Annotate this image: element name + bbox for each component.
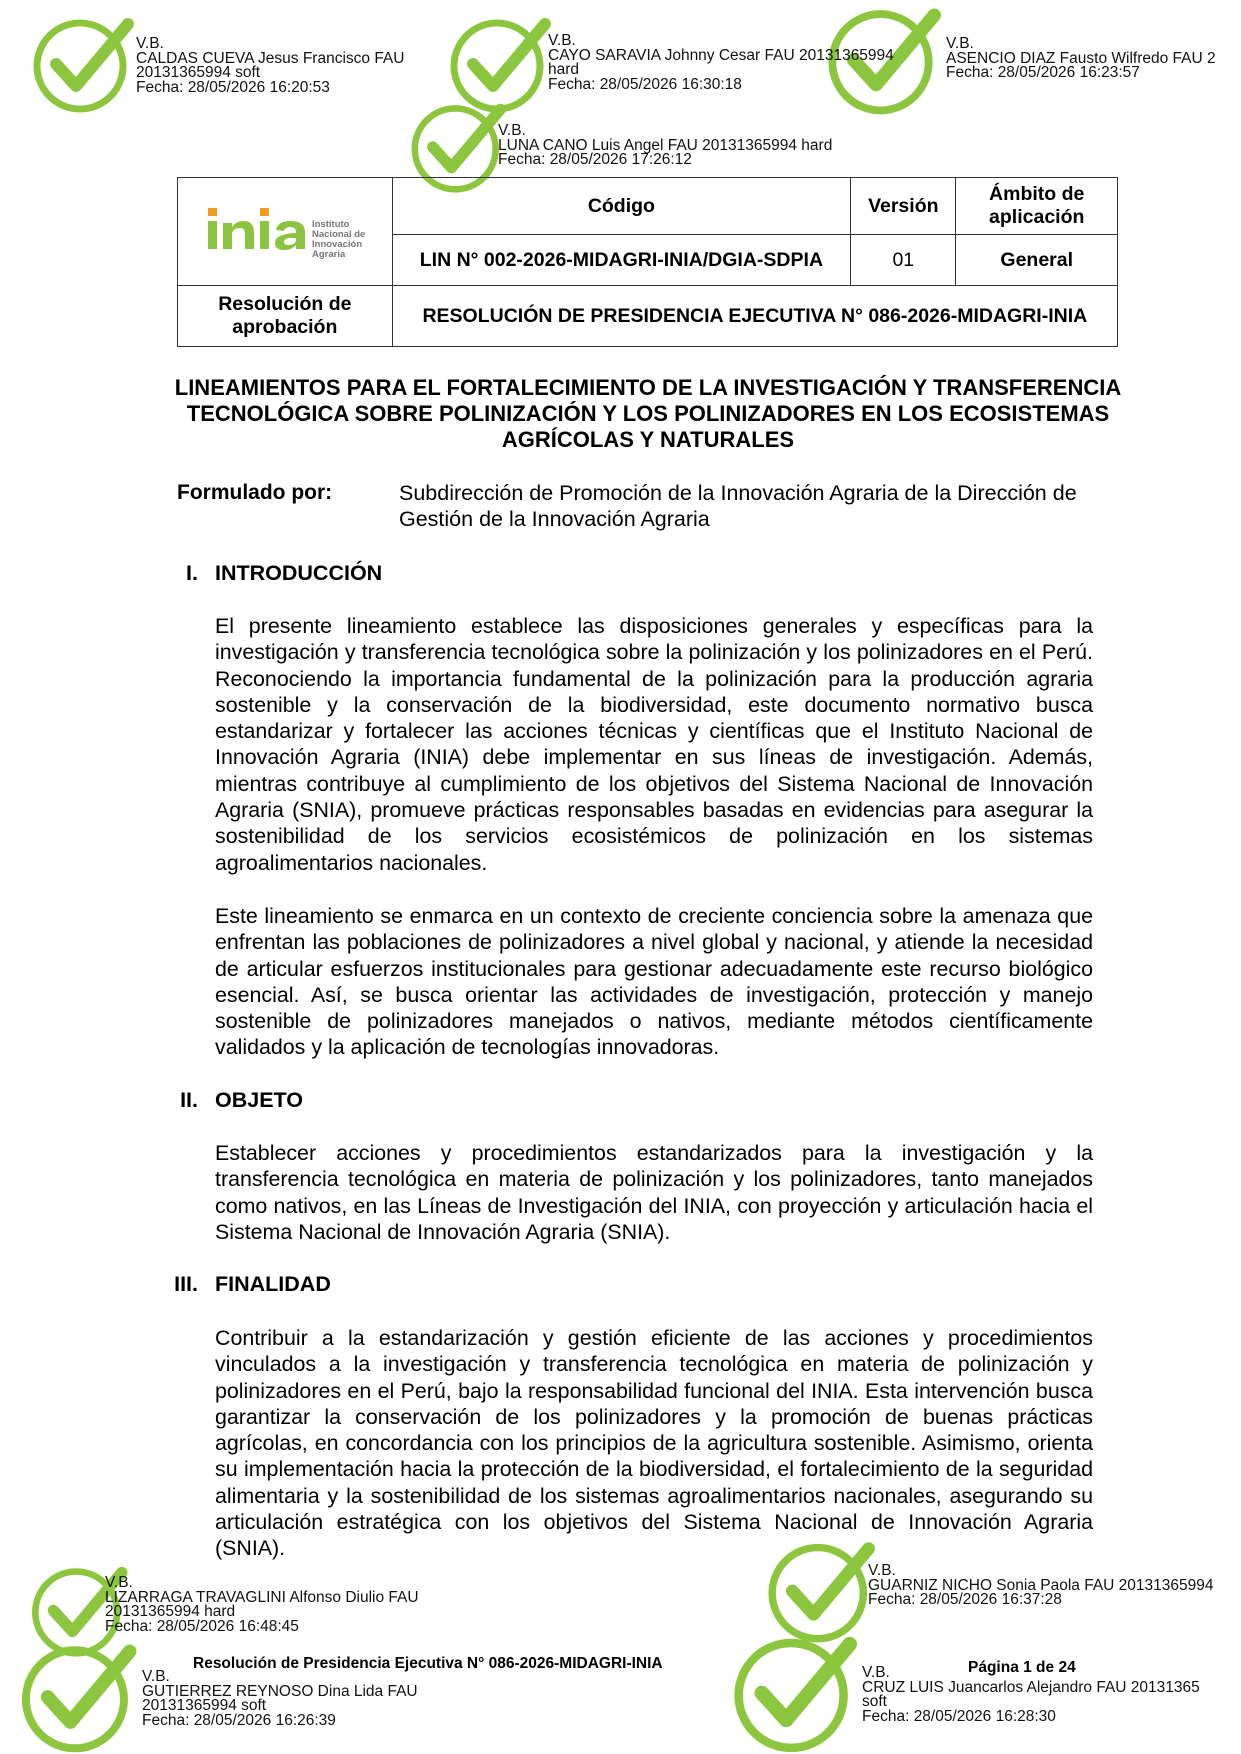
signature-stamp: V.B. CRUZ LUIS Juancarlos Alejandro FAU 20131365 soft Fecha: 28/05/2026 16:28:30 bbox=[862, 1664, 1200, 1725]
section-heading: FINALIDAD bbox=[215, 1272, 331, 1296]
svg-text:Innovación: Innovación bbox=[311, 238, 362, 250]
signature-check-icon bbox=[12, 1640, 147, 1754]
formulado-label: Formulado por: bbox=[177, 481, 333, 504]
page-number: Página 1 de 24 bbox=[968, 1659, 1076, 1676]
signature-stamp: V.B. CALDAS CUEVA Jesus Francisco FAU 20131365994 soft Fecha: 28/05/2026 16:20:53 bbox=[136, 35, 405, 96]
section-number: I. bbox=[186, 561, 198, 585]
signature-stamp: V.B. LUNA CANO Luis Angel FAU 20131365994 hard Fecha: 28/05/2026 17:26:12 bbox=[498, 122, 833, 168]
section-heading: OBJETO bbox=[215, 1088, 304, 1112]
signature-stamp: V.B. ASENCIO DIAZ Fausto Wilfredo FAU 2 Fecha: 28/05/2026 16:23:57 bbox=[946, 35, 1216, 81]
footer-resolution: Resolución de Presidencia Ejecutiva N° 086-2026-MIDAGRI-INIA bbox=[193, 1655, 663, 1672]
paragraph: Este lineamiento se enmarca en un contexto de creciente conciencia sobre la amenaza que enfrentan las poblaciones de polinizadores a nivel global y nacional, y atiende la necesidad de articular esfuerzos institucionales para gestionar adecuadamente este recurso biológico esencial. Así, se busca orientar las actividades de investigación, protección y manejo sostenible de polinizadores manejados o nativos, mediante métodos científicamente validados y la aplicación de tecnologías innovadoras. bbox=[215, 904, 1093, 1060]
header-col-version: Versión bbox=[851, 178, 956, 235]
formulado-value: Subdirección de Promoción de la Innovación Agraria de la Dirección de Gestión de la Innovación Agraria bbox=[399, 481, 1077, 531]
document-header-table bbox=[177, 177, 1118, 347]
signature-check-icon bbox=[726, 1632, 866, 1754]
document-scope: General bbox=[956, 235, 1118, 286]
paragraph: Establecer acciones y procedimientos estandarizados para la investigación y la transferencia tecnológica en materia de polinización y los polinizadores, tanto manejados como nativos, en las Líneas de Investigación del INIA, con proyección y articulación hacia el Sistema Nacional de Innovación Agraria (SNIA). bbox=[215, 1141, 1093, 1244]
header-col-codigo: Código bbox=[392, 178, 850, 235]
header-col-ambito: Ámbito de aplicación bbox=[956, 178, 1118, 235]
svg-text:Nacional de: Nacional de bbox=[311, 228, 366, 240]
resolution-value: RESOLUCIÓN DE PRESIDENCIA EJECUTIVA N° 086-2026-MIDAGRI-INIA bbox=[392, 286, 1117, 347]
document-title: LINEAMIENTOS PARA EL FORTALECIMIENTO DE LA INVESTIGACIÓN Y TRANSFERENCIA TECNOLÓGICA SOBRE POLINIZACIÓN Y LOS POLINIZADORES EN LOS ECOSISTEMAS AGRÍCOLAS Y NATURALES bbox=[174, 375, 1122, 452]
signature-stamp: V.B. LIZARRAGA TRAVAGLINI Alfonso Diulio FAU 20131365994 hard Fecha: 28/05/2026 16:48:45 bbox=[105, 1574, 419, 1635]
logo-cell bbox=[178, 178, 393, 286]
svg-text:Agraria: Agraria bbox=[311, 248, 346, 260]
section-number: III. bbox=[174, 1272, 198, 1296]
resolution-label: Resolución de aprobación bbox=[178, 286, 393, 347]
signature-stamp: V.B. GUARNIZ NICHO Sonia Paola FAU 20131365994 Fecha: 28/05/2026 16:37:28 bbox=[868, 1562, 1214, 1608]
signature-check-icon bbox=[445, 14, 557, 114]
signature-stamp: V.B. GUTIERREZ REYNOSO Dina Lida FAU 20131365994 soft Fecha: 28/05/2026 16:26:39 bbox=[142, 1668, 418, 1729]
document-code: LIN N° 002-2026-MIDAGRI-INIA/DGIA-SDPIA bbox=[392, 235, 850, 286]
section-number: II. bbox=[180, 1088, 198, 1112]
inia-logo bbox=[192, 197, 378, 261]
signature-stamp: V.B. CAYO SARAVIA Johnny Cesar FAU 20131365994 hard Fecha: 28/05/2026 16:30:18 bbox=[548, 32, 894, 93]
paragraph: Contribuir a la estandarización y gestión eficiente de las acciones y procedimientos vinculados a la investigación y transferencia tecnológica en materia de polinización y polinizadores en el Perú, bajo la responsabilidad funcional del INIA. Esta intervención busca garantizar la conservación de los polinizadores y la promoción de buenas prácticas agrícolas, en concordancia con los principios de la agricultura sostenible. Asimismo, orienta su implementación hacia la protección de la biodiversidad, el fortalecimiento de la seguridad alimentaria y la sostenibilidad de los sistemas agroalimentarios nacionales, asegurando su articulación estratégica con los objetivos del Sistema Nacional de Innovación Agraria (SNIA). bbox=[215, 1326, 1093, 1561]
section-heading: INTRODUCCIÓN bbox=[215, 561, 383, 585]
svg-text:Instituto: Instituto bbox=[311, 218, 350, 230]
document-version: 01 bbox=[851, 235, 956, 286]
paragraph: El presente lineamiento establece las disposiciones generales y específicas para la investigación y transferencia tecnológica sobre la polinización y los polinizadores en el Perú. Reconociendo la importancia fundamental de la polinización para la producción agraria sostenible y la conservación de la biodiversidad, este documento normativo busca estandarizar y fortalecer las acciones técnicas y científicas que el Instituto Nacional de Innovación Agraria (INIA) debe implementar en sus líneas de investigación. Además, mientras contribuye al cumplimiento de los objetivos del Sistema Nacional de Innovación Agraria (SNIA), promueve prácticas responsables basadas en evidencias para asegurar la sostenibilidad de los servicios ecosistémicos de polinización en los sistemas agroalimentarios nacionales. bbox=[215, 614, 1093, 875]
signature-check-icon bbox=[28, 14, 140, 114]
